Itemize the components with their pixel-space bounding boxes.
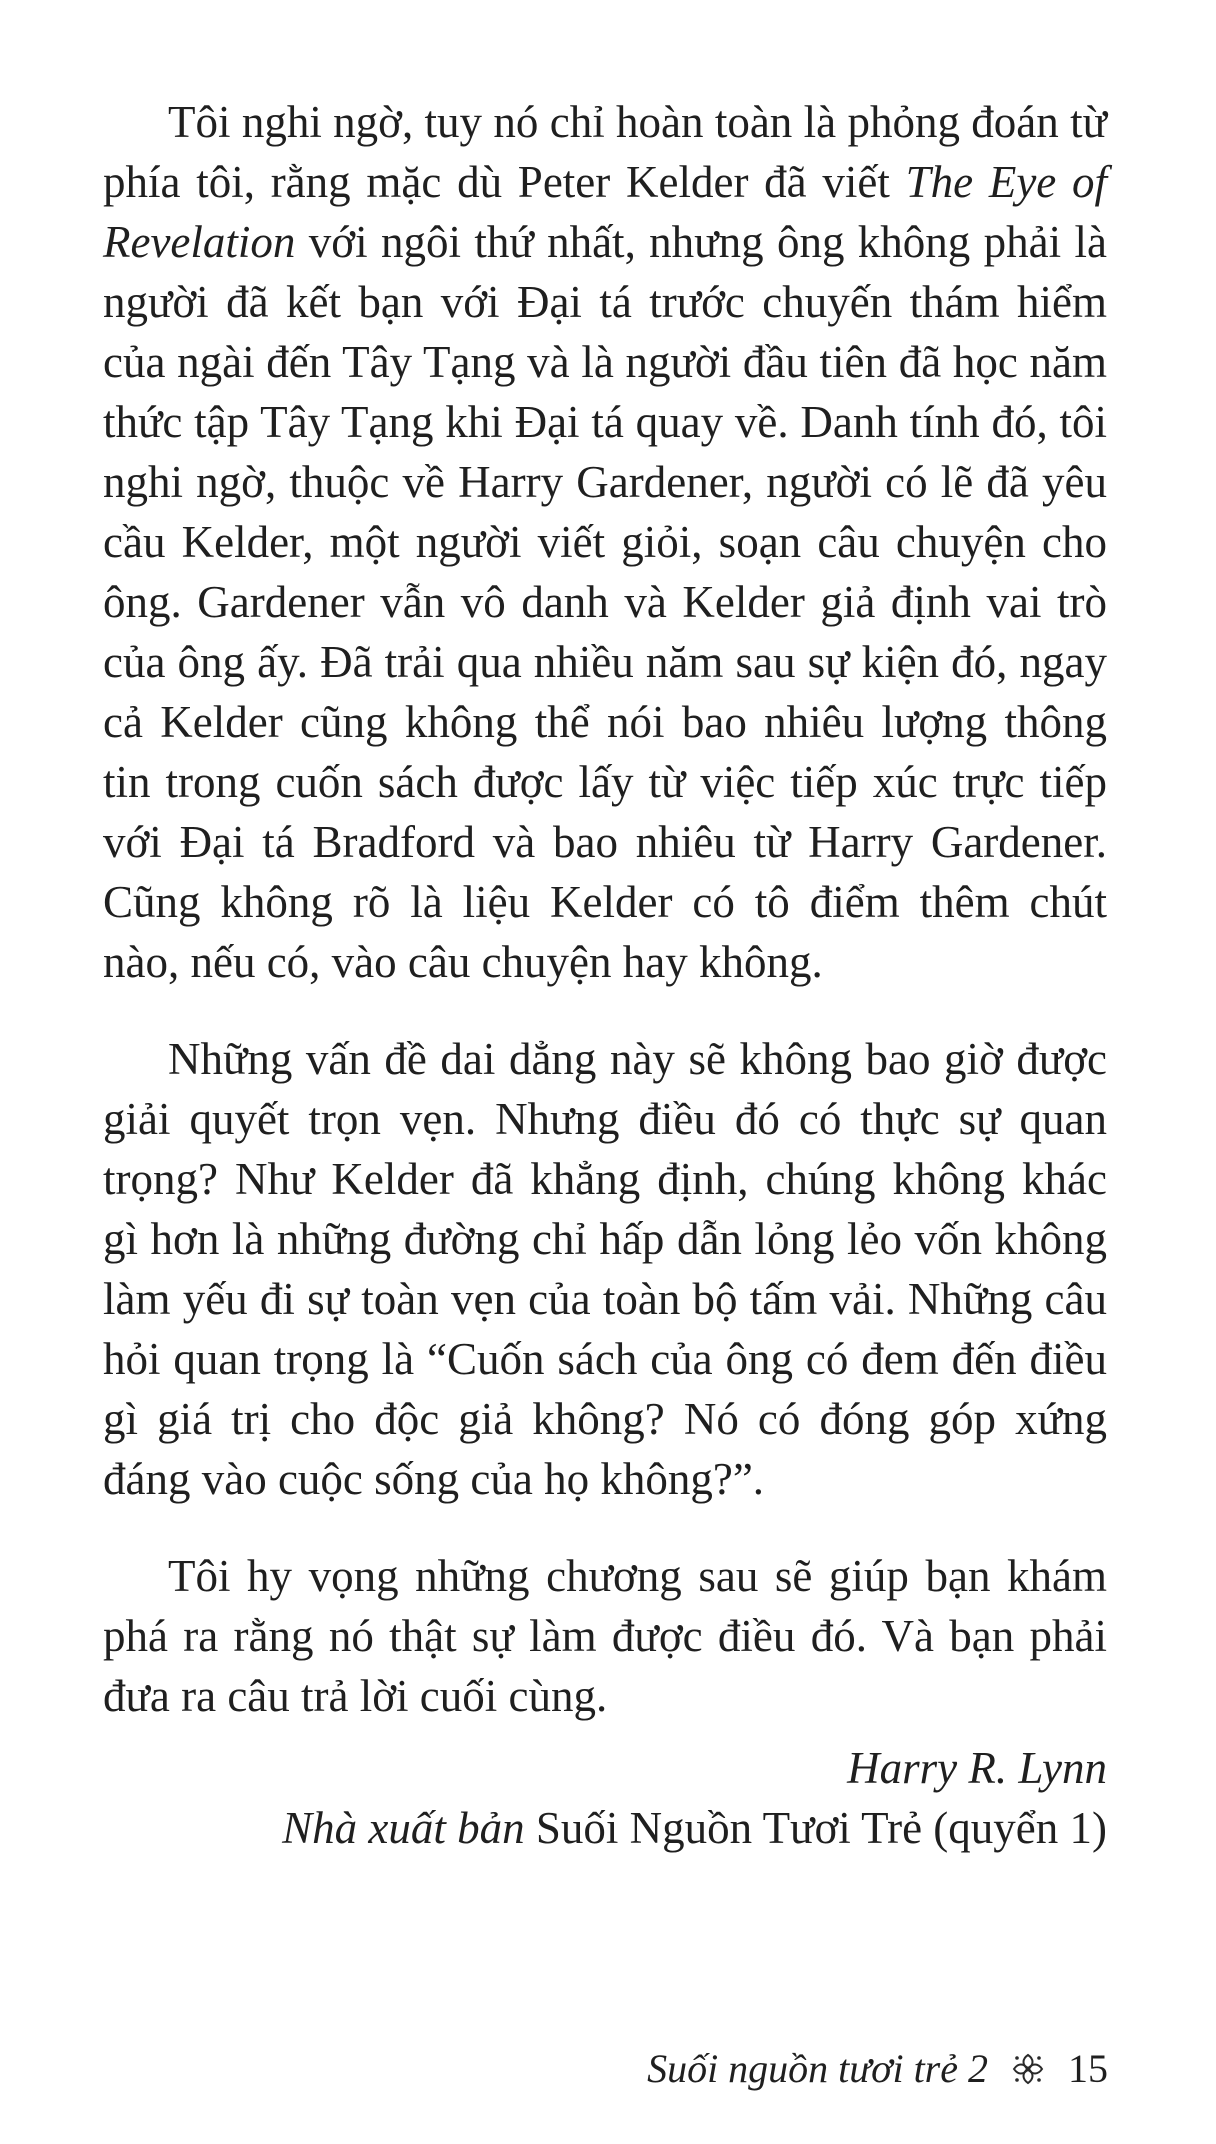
page-footer [647, 2044, 1108, 2094]
flourish-ornament-icon [1008, 2049, 1048, 2089]
paragraph-3 [103, 1546, 1107, 1726]
source-line [103, 1798, 1107, 1858]
paragraph-2-text: Những vấn đề dai dẳng này sẽ không bao giờ được giải quyết trọn vẹn. Nhưng điều đó có thực sự quan trọng? Như Kelder đã khẳng định, chúng không khác gì hơn là những đường chỉ hấp dẫn lỏng lẻo vốn không làm yếu đi sự toàn vẹn của toàn bộ tấm vải. Những câu hỏi quan trọng là “Cuốn sách của ông có đem đến điều gì giá trị cho độc giả không? Nó có đóng góp xứng đáng vào cuộc sống của họ không?”. [103, 1034, 1107, 1504]
body-text [103, 92, 1107, 1726]
author-name: Harry R. Lynn [847, 1743, 1107, 1793]
source-title: Suối Nguồn Tươi Trẻ (quyển 1) [524, 1803, 1107, 1853]
paragraph-1-text-a: Tôi nghi ngờ, tuy nó chỉ hoàn toàn là phỏng đoán từ phía tôi, rằng mặc dù Peter Kelder đã viết [103, 97, 1107, 207]
running-title: Suối nguồn tươi trẻ 2 [647, 2046, 988, 2091]
paragraph-3-text: Tôi hy vọng những chương sau sẽ giúp bạn khám phá ra rằng nó thật sự làm được điều đó. Và bạn phải đưa ra câu trả lời cuối cùng. [103, 1551, 1107, 1721]
paragraph-1 [103, 92, 1107, 992]
signature-block [103, 1738, 1107, 1858]
paragraph-1-text-b: với ngôi thứ nhất, nhưng ông không phải là người đã kết bạn với Đại tá trước chuyến thám hiểm của ngài đến Tây Tạng và là người đầu tiên đã học năm thức tập Tây Tạng khi Đại tá quay về. Danh tính đó, tôi nghi ngờ, thuộc về Harry Gardener, người có lẽ đã yêu cầu Kelder, một người viết giỏi, soạn câu chuyện cho ông. Gardener vẫn vô danh và Kelder giả định vai trò của ông ấy. Đã trải qua nhiều năm sau sự kiện đó, ngay cả Kelder cũng không thể nói bao nhiêu lượng thông tin trong cuốn sách được lấy từ việc tiếp xúc trực tiếp với Đại tá Bradford và bao nhiêu từ Harry Gardener. Cũng không rõ là liệu Kelder có tô điểm thêm chút nào, nếu có, vào câu chuyện hay không. [103, 217, 1107, 987]
publisher-label: Nhà xuất bản [282, 1803, 525, 1853]
paragraph-2 [103, 1029, 1107, 1509]
page-number: 15 [1068, 2046, 1108, 2091]
book-title-italic: The Eye of Revelation [103, 157, 1107, 267]
